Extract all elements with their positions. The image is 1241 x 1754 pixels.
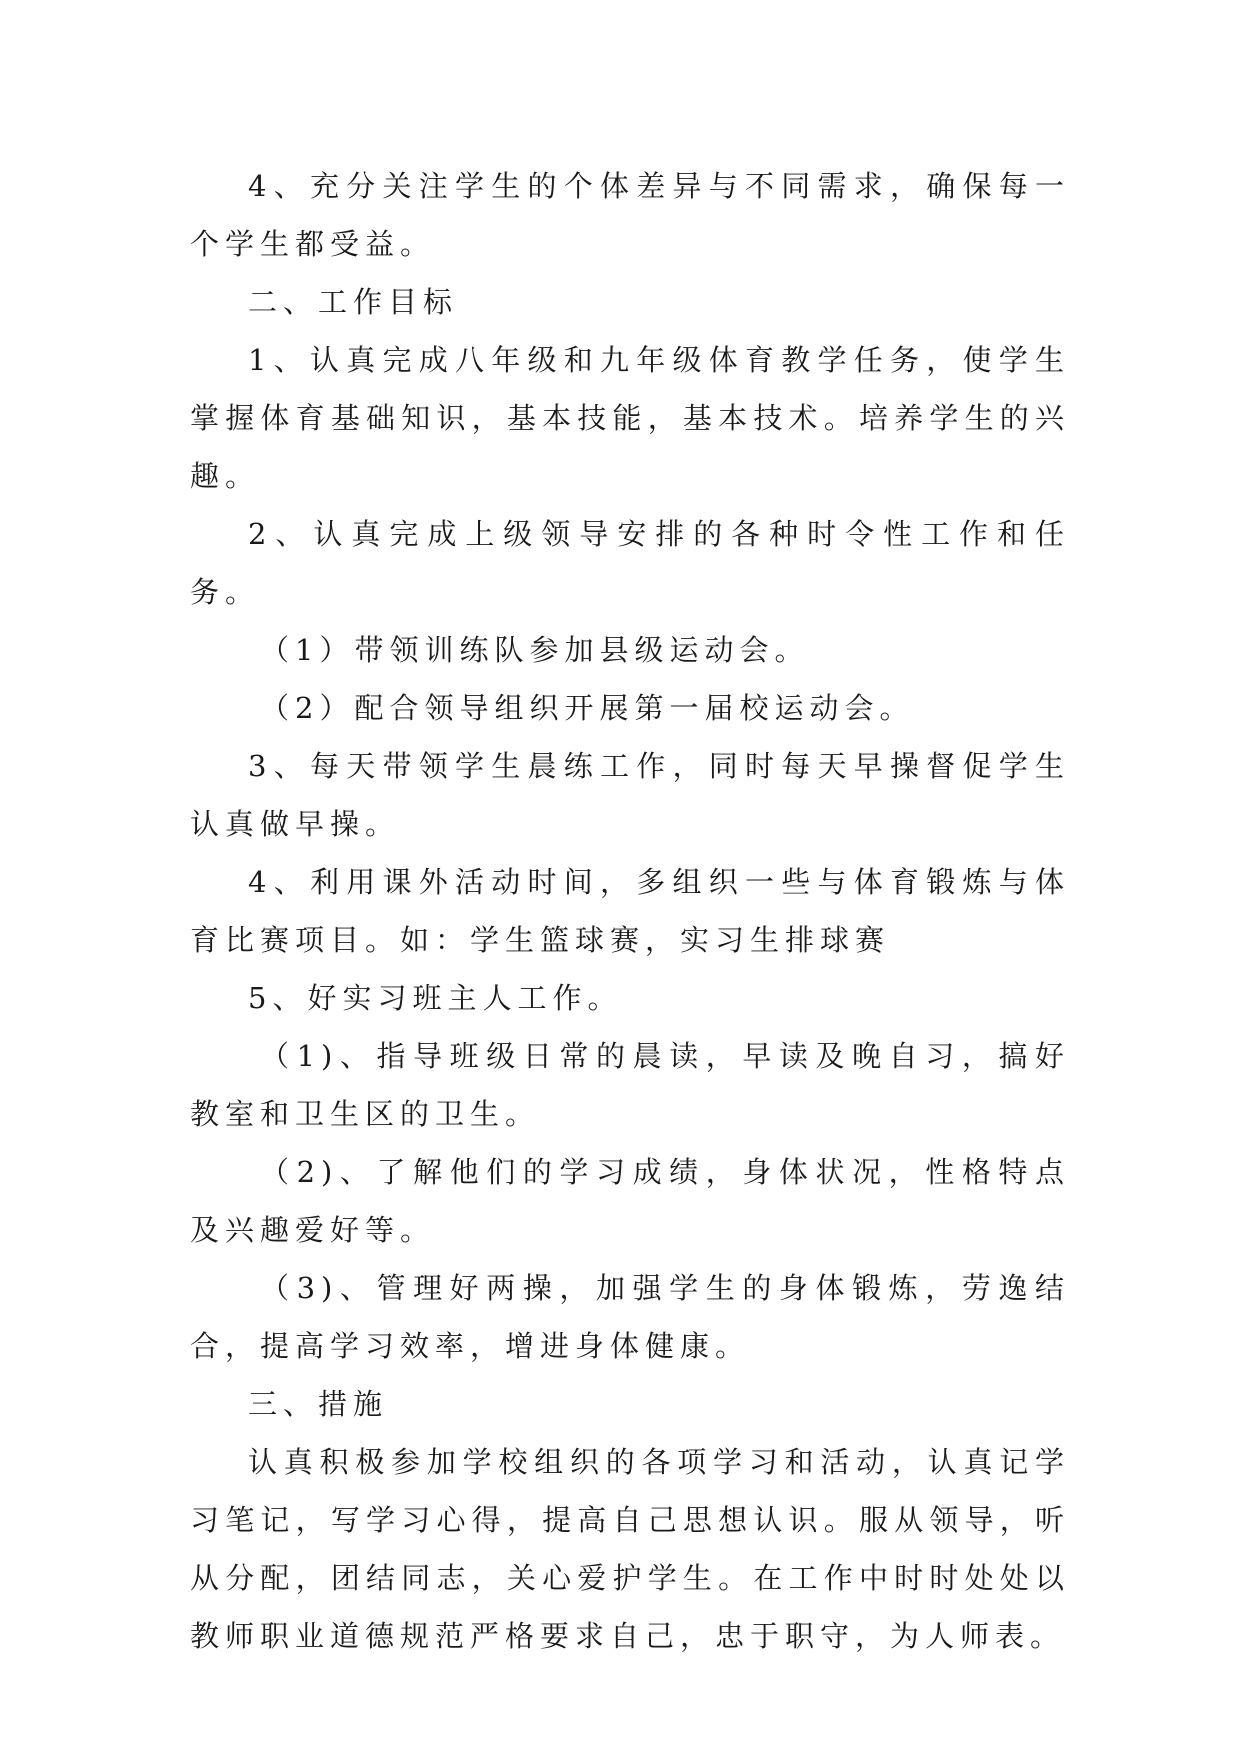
document-body (190, 157, 1070, 1665)
paragraph-goal-5: 5、好实习班主人工作。 (248, 981, 623, 1015)
paragraph-goal-5-item-3: （3)、管理好两操，加强学生的身体锻炼，劳逸结合，提高学习效率，增进身体健康。 (190, 1271, 1070, 1363)
paragraph-goal-4: 4、利用课外活动时间，多组织一些与体育锻炼与体育比赛项目。如：学生篮球赛，实习生排球赛 (190, 865, 1070, 957)
section-heading-measures: 三、措施 (248, 1387, 389, 1421)
paragraph-goal-3: 3、每天带领学生晨练工作，同时每天早操督促学生认真做早操。 (190, 749, 1070, 841)
paragraph-goal-2-item-2: （2）配合领导组织开展第一届校运动会。 (260, 691, 915, 725)
paragraph-goal-2: 2、认真完成上级领导安排的各种时令性工作和任务。 (190, 517, 1070, 609)
paragraph-care-individual-differences: 4、充分关注学生的个体差异与不同需求，确保每一个学生都受益。 (190, 169, 1070, 261)
paragraph-goal-5-item-1: （1)、指导班级日常的晨读，早读及晚自习，搞好教室和卫生区的卫生。 (190, 1039, 1070, 1131)
section-heading-work-goals: 二、工作目标 (248, 285, 459, 319)
paragraph-goal-2-item-1: （1）带领训练队参加县级运动会。 (260, 633, 810, 667)
paragraph-goal-5-item-2: （2)、了解他们的学习成绩，身体状况，性格特点及兴趣爱好等。 (190, 1155, 1070, 1247)
paragraph-goal-1: 1、认真完成八年级和九年级体育教学任务，使学生掌握体育基础知识，基本技能，基本技术。培养学生的兴趣。 (190, 343, 1070, 493)
paragraph-measures: 认真积极参加学校组织的各项学习和活动，认真记学习笔记，写学习心得，提高自己思想认识。服从领导，听从分配，团结同志，关心爱护学生。在工作中时时处处以教师职业道德规范严格要求自己，忠于职守，为人师表。 (190, 1445, 1070, 1653)
